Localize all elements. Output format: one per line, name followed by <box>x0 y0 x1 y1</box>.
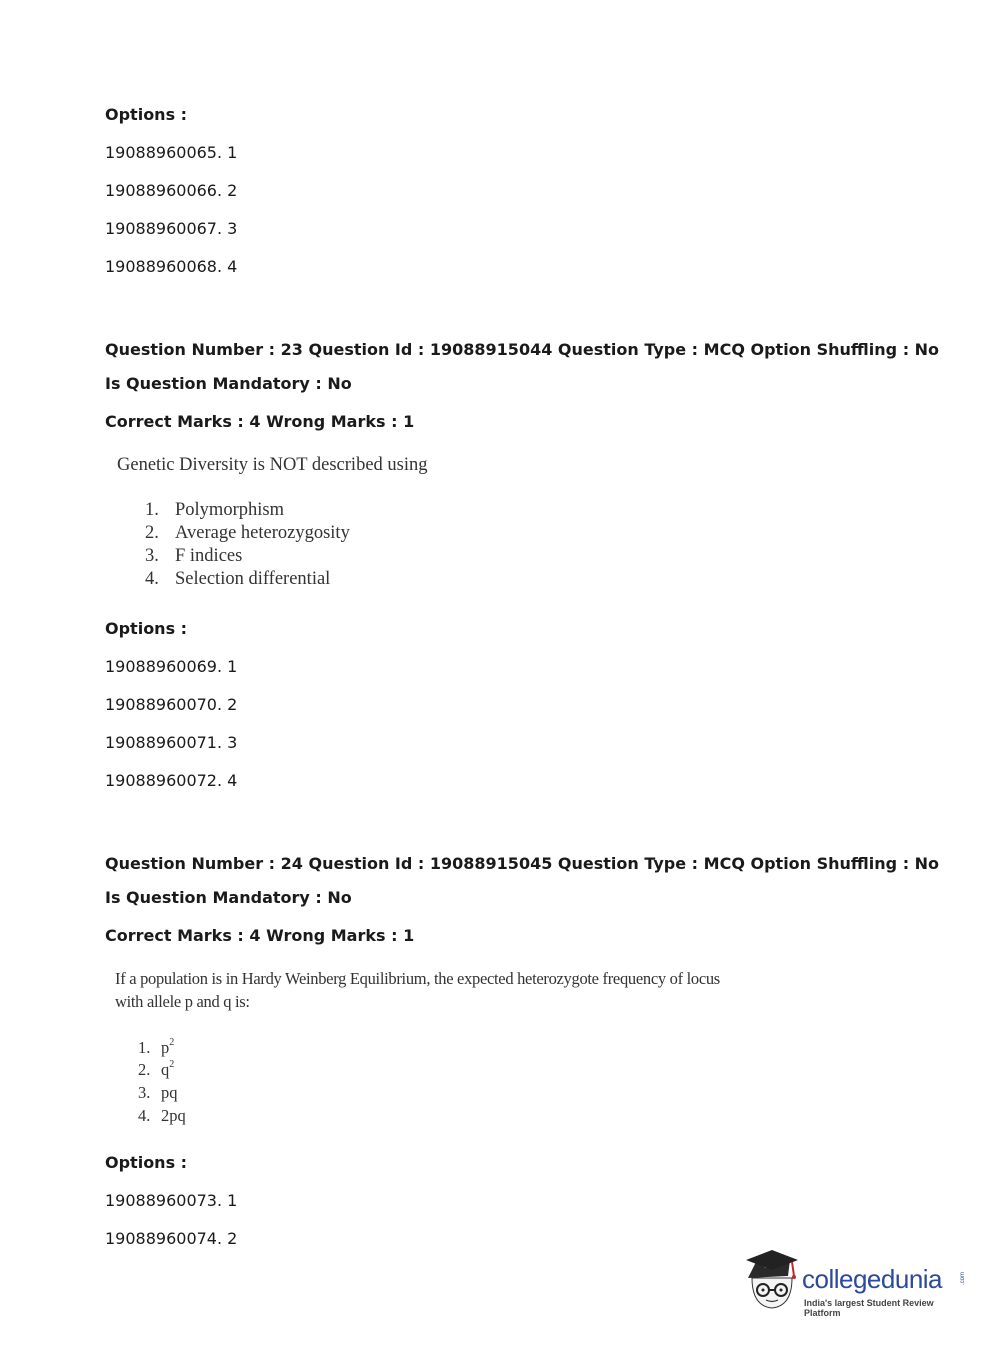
question-marks: Correct Marks : 4 Wrong Marks : 1 <box>105 412 415 431</box>
options-label: Options : <box>105 619 188 638</box>
choice-number: 4. <box>138 1106 151 1125</box>
option-item: 19088960071. 3 <box>105 733 238 752</box>
choice-base: pq <box>161 1083 178 1102</box>
question-marks: Correct Marks : 4 Wrong Marks : 1 <box>105 926 415 945</box>
choice-text: F indices <box>175 546 243 566</box>
option-item: 19088960068. 4 <box>105 257 238 276</box>
choice-base: 2pq <box>161 1106 186 1125</box>
logo-tagline: India's largest Student Review Platform <box>804 1298 934 1318</box>
choice-item <box>138 1106 186 1126</box>
options-label: Options : <box>105 1153 188 1172</box>
question-stem-line: If a population is in Hardy Weinberg Equilibrium, the expected heterozygote frequency of locus <box>115 969 720 988</box>
choice-text: Selection differential <box>175 569 331 589</box>
question-stem: Genetic Diversity is NOT described using <box>117 455 428 475</box>
choice-number: 3. <box>138 1083 151 1102</box>
choice-number: 4. <box>145 569 159 589</box>
question-header: Question Number : 23 Question Id : 19088915044 Question Type : MCQ Option Shuffling : No <box>105 340 940 359</box>
choice-item <box>145 500 284 521</box>
choice-base: q <box>161 1060 170 1079</box>
option-item: 19088960074. 2 <box>105 1229 238 1248</box>
choice-exponent: 2 <box>169 1036 175 1048</box>
question-stem-line: with allele p and q is: <box>115 992 250 1011</box>
choice-exponent: 2 <box>169 1058 175 1070</box>
choice-number: 3. <box>145 546 159 566</box>
option-item: 19088960070. 2 <box>105 695 238 714</box>
choice-base: p <box>161 1038 170 1057</box>
choice-item <box>145 523 350 544</box>
question-header: Question Number : 24 Question Id : 19088915045 Question Type : MCQ Option Shuffling : No <box>105 854 940 873</box>
option-item: 19088960069. 1 <box>105 657 238 676</box>
options-label: Options : <box>105 105 188 124</box>
choice-number: 2. <box>138 1060 151 1079</box>
logo-wordmark: collegedunia <box>802 1264 943 1294</box>
choice-item <box>145 546 242 567</box>
mascot-icon <box>742 1248 802 1318</box>
choice-number: 1. <box>138 1038 151 1057</box>
option-item: 19088960066. 2 <box>105 181 238 200</box>
question-mandatory: Is Question Mandatory : No <box>105 374 352 393</box>
option-item: 19088960073. 1 <box>105 1191 238 1210</box>
choice-item <box>138 1038 174 1058</box>
question-mandatory: Is Question Mandatory : No <box>105 888 352 907</box>
option-item: 19088960065. 1 <box>105 143 238 162</box>
option-item: 19088960067. 3 <box>105 219 238 238</box>
choice-text: Polymorphism <box>175 500 284 520</box>
choice-number: 1. <box>145 500 159 520</box>
choice-item <box>145 569 330 590</box>
choice-number: 2. <box>145 523 159 543</box>
choice-item <box>138 1060 174 1080</box>
option-item: 19088960072. 4 <box>105 771 238 790</box>
choice-item <box>138 1083 178 1103</box>
logo-domain: .com <box>960 1272 966 1286</box>
collegedunia-logo <box>742 1248 972 1318</box>
choice-text: Average heterozygosity <box>175 523 350 543</box>
